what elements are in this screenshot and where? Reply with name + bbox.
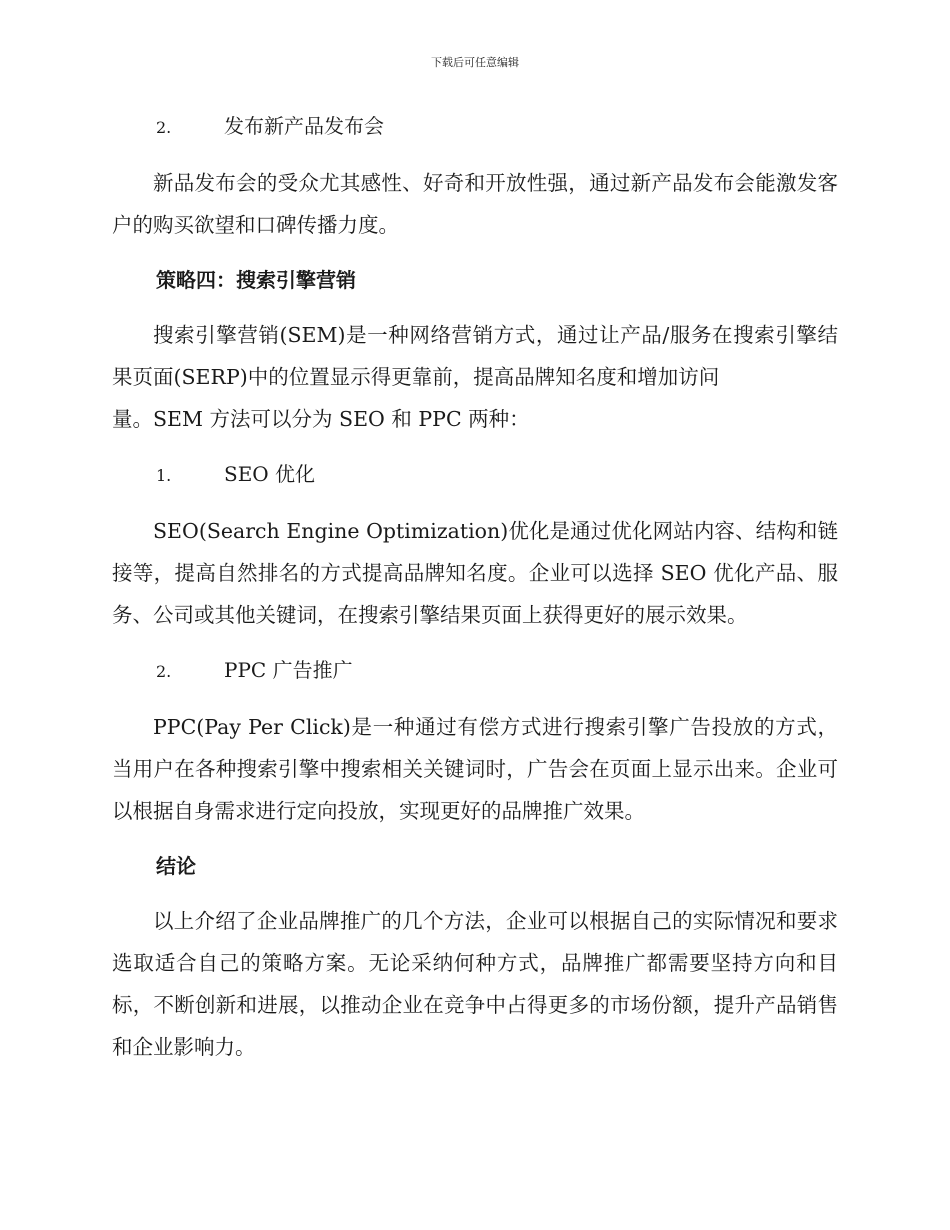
list-label: PPC 广告推广 — [224, 658, 353, 682]
list-item-seo — [112, 454, 838, 494]
page-header: 下载后可任意编辑 — [431, 56, 519, 69]
list-number: 2. — [156, 662, 172, 681]
paragraph-sem-intro-part2: 量。SEM 方法可以分为 SEO 和 PPC 两种： — [112, 407, 530, 431]
list-label: 发布新产品发布会 — [224, 114, 384, 138]
paragraph-sem-intro — [112, 314, 838, 440]
list-number: 1. — [156, 466, 172, 485]
list-item-ppc — [112, 650, 838, 690]
section-heading-sem: 策略四：搜索引擎营销 — [156, 268, 356, 292]
section-heading-conclusion: 结论 — [156, 854, 196, 878]
paragraph-conclusion: 以上介绍了企业品牌推广的几个方法，企业可以根据自己的实际情况和要求选取适合自己的策略方案。无论采纳何种方式，品牌推广都需要坚持方向和目标，不断创新和进展，以推动企业在竞争中占得更多的市场份额，提升产品销售和企业影响力。 — [112, 909, 838, 1059]
paragraph-seo: SEO(Search Engine Optimization)优化是通过优化网站内容、结构和链接等，提高自然排名的方式提高品牌知名度。企业可以选择 SEO 优化产品、服务、公司或其他关键词，在搜索引擎结果页面上获得更好的展示效果。 — [112, 519, 838, 627]
document-body — [112, 106, 838, 1082]
paragraph-ppc: PPC(Pay Per Click)是一种通过有偿方式进行搜索引擎广告投放的方式，当用户在各种搜索引擎中搜索相关关键词时，广告会在页面上显示出来。企业可以根据自身需求进行定向投放，实现更好的品牌推广效果。 — [112, 715, 838, 823]
paragraph-sem-intro-part1: 搜索引擎营销(SEM)是一种网络营销方式，通过让产品/服务在搜索引擎结果页面(SERP)中的位置显示得更靠前，提高品牌知名度和增加访问 — [112, 323, 838, 389]
list-label: SEO 优化 — [224, 462, 316, 486]
list-number: 2. — [156, 118, 172, 137]
paragraph-product-launch: 新品发布会的受众尤其感性、好奇和开放性强，通过新产品发布会能激发客户的购买欲望和口碑传播力度。 — [112, 171, 838, 237]
list-item-product-launch — [112, 106, 838, 146]
